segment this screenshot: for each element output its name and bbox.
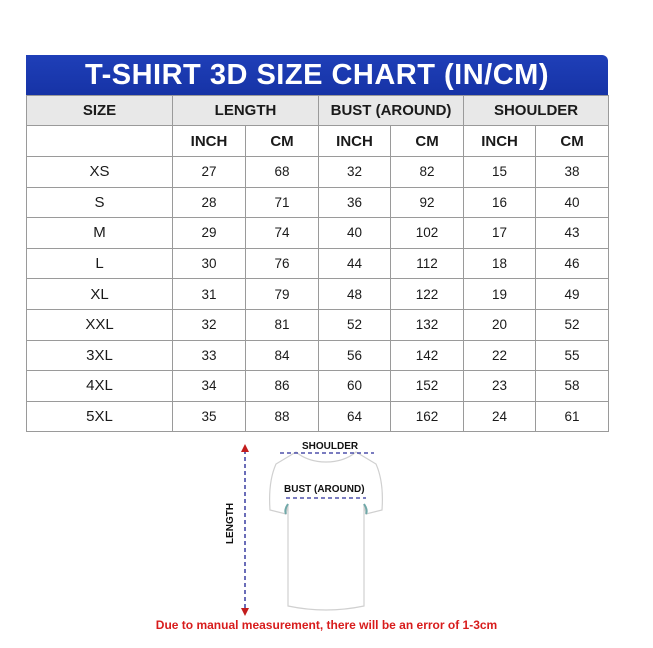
- cell-length-cm: 79: [246, 279, 319, 310]
- cell-size: 3XL: [27, 340, 173, 371]
- cell-shoulder-in: 16: [464, 187, 536, 218]
- cell-bust-cm: 142: [391, 340, 464, 371]
- cell-shoulder-in: 22: [464, 340, 536, 371]
- header-length-inch: INCH: [173, 126, 246, 157]
- cell-bust-in: 60: [319, 371, 391, 402]
- cell-bust-cm: 162: [391, 401, 464, 432]
- cell-shoulder-cm: 46: [536, 248, 609, 279]
- table-row: [27, 309, 609, 340]
- cell-length-in: 27: [173, 157, 246, 188]
- cell-shoulder-cm: 49: [536, 279, 609, 310]
- cell-shoulder-cm: 40: [536, 187, 609, 218]
- cell-shoulder-cm: 58: [536, 371, 609, 402]
- cell-bust-in: 52: [319, 309, 391, 340]
- cell-length-cm: 88: [246, 401, 319, 432]
- cell-bust-cm: 92: [391, 187, 464, 218]
- cell-length-in: 33: [173, 340, 246, 371]
- shoulder-label: SHOULDER: [302, 441, 359, 452]
- header-shoulder-cm: CM: [536, 126, 609, 157]
- cell-length-in: 35: [173, 401, 246, 432]
- cell-shoulder-cm: 43: [536, 218, 609, 249]
- cell-length-in: 34: [173, 371, 246, 402]
- cell-bust-cm: 132: [391, 309, 464, 340]
- cell-shoulder-cm: 61: [536, 401, 609, 432]
- header-bust: BUST (AROUND): [319, 96, 464, 126]
- cell-bust-in: 36: [319, 187, 391, 218]
- header-bust-inch: INCH: [319, 126, 391, 157]
- header-row-groups: [27, 96, 609, 126]
- cell-shoulder-cm: 52: [536, 309, 609, 340]
- measurement-diagram: [226, 438, 386, 618]
- table-row: [27, 279, 609, 310]
- cell-shoulder-in: 15: [464, 157, 536, 188]
- cell-length-cm: 86: [246, 371, 319, 402]
- cell-size: S: [27, 187, 173, 218]
- cell-bust-in: 48: [319, 279, 391, 310]
- cell-shoulder-in: 18: [464, 248, 536, 279]
- cell-length-cm: 74: [246, 218, 319, 249]
- cell-bust-in: 64: [319, 401, 391, 432]
- cell-shoulder-cm: 55: [536, 340, 609, 371]
- cell-bust-in: 44: [319, 248, 391, 279]
- header-length: LENGTH: [173, 96, 319, 126]
- table-row: [27, 218, 609, 249]
- measurement-note: Due to manual measurement, there will be an error of 1-3cm: [155, 618, 498, 632]
- header-blank: [27, 126, 173, 157]
- header-shoulder-inch: INCH: [464, 126, 536, 157]
- header-shoulder: SHOULDER: [464, 96, 609, 126]
- cell-bust-cm: 122: [391, 279, 464, 310]
- table-row: [27, 340, 609, 371]
- cell-shoulder-in: 19: [464, 279, 536, 310]
- cell-size: L: [27, 248, 173, 279]
- length-label: LENGTH: [225, 502, 237, 545]
- cell-bust-cm: 102: [391, 218, 464, 249]
- cell-bust-cm: 82: [391, 157, 464, 188]
- cell-bust-in: 32: [319, 157, 391, 188]
- cell-bust-in: 56: [319, 340, 391, 371]
- table-row: [27, 157, 609, 188]
- size-table: [26, 95, 609, 432]
- header-row-units: [27, 126, 609, 157]
- cell-size: 5XL: [27, 401, 173, 432]
- cell-size: M: [27, 218, 173, 249]
- cell-length-in: 30: [173, 248, 246, 279]
- cell-length-in: 28: [173, 187, 246, 218]
- cell-length-cm: 84: [246, 340, 319, 371]
- cell-length-cm: 76: [246, 248, 319, 279]
- cell-length-in: 29: [173, 218, 246, 249]
- cell-shoulder-in: 23: [464, 371, 536, 402]
- cell-size: XL: [27, 279, 173, 310]
- cell-size: XS: [27, 157, 173, 188]
- cell-shoulder-in: 24: [464, 401, 536, 432]
- tshirt-icon: [226, 438, 386, 618]
- header-size: SIZE: [27, 96, 173, 126]
- cell-length-cm: 71: [246, 187, 319, 218]
- cell-bust-cm: 152: [391, 371, 464, 402]
- cell-length-cm: 68: [246, 157, 319, 188]
- table-row: [27, 401, 609, 432]
- cell-shoulder-in: 17: [464, 218, 536, 249]
- header-bust-cm: CM: [391, 126, 464, 157]
- header-length-cm: CM: [246, 126, 319, 157]
- cell-length-in: 32: [173, 309, 246, 340]
- table-row: [27, 371, 609, 402]
- cell-bust-cm: 112: [391, 248, 464, 279]
- cell-length-in: 31: [173, 279, 246, 310]
- cell-bust-in: 40: [319, 218, 391, 249]
- chart-title: T-SHIRT 3D SIZE CHART (IN/CM): [26, 55, 608, 95]
- bust-label: BUST (AROUND): [284, 484, 365, 495]
- cell-shoulder-in: 20: [464, 309, 536, 340]
- cell-shoulder-cm: 38: [536, 157, 609, 188]
- table-row: [27, 187, 609, 218]
- cell-size: XXL: [27, 309, 173, 340]
- cell-length-cm: 81: [246, 309, 319, 340]
- table-row: [27, 248, 609, 279]
- cell-size: 4XL: [27, 371, 173, 402]
